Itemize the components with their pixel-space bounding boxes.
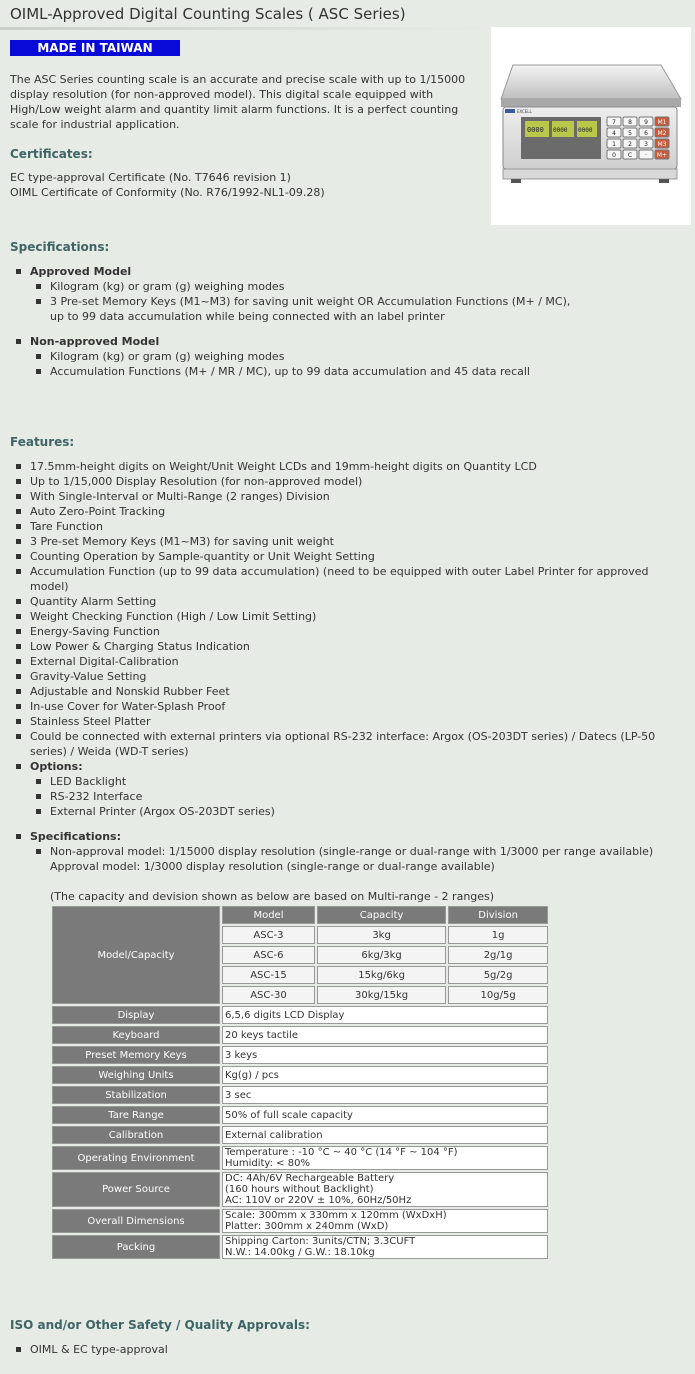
certificate-line: OIML Certificate of Conformity (No. R76/1992-NL1-09.28): [10, 186, 325, 199]
row-label: Weighing Units: [52, 1066, 220, 1084]
spec-model-list: [16, 264, 686, 379]
value-line: (160 hours without Backlight): [225, 1184, 374, 1195]
table-cell: 6kg/3kg: [317, 946, 446, 964]
feature-item: Weight Checking Function (High / Low Limit Setting): [16, 609, 690, 624]
table-cell: 30kg/15kg: [317, 986, 446, 1004]
list-item: 3 Pre-set Memory Keys (M1~M3) for saving unit weight OR Accumulation Functions (M+ / MC), up to 99 data accumulation while being connected with an label printer: [36, 294, 576, 324]
model-capacity-label: Model/Capacity: [52, 906, 220, 1004]
row-value: [222, 1046, 548, 1064]
features-list: [16, 459, 690, 874]
feature-item: With Single-Interval or Multi-Range (2 ranges) Division: [16, 489, 690, 504]
table-row: [52, 1126, 548, 1144]
scale-key-label: M3: [657, 141, 667, 148]
feature-item: Low Power & Charging Status Indication: [16, 639, 690, 654]
specifications-heading: Specifications:: [10, 240, 110, 254]
features-heading: Features:: [10, 435, 75, 449]
iso-list: [16, 1342, 616, 1357]
table-row: [52, 1046, 548, 1064]
value-line: 3 keys: [225, 1049, 258, 1061]
lcd-quantity-readout: 0000: [578, 127, 593, 134]
row-label: Keyboard: [52, 1026, 220, 1044]
page-title: OIML-Approved Digital Counting Scales ( ASC Series): [10, 5, 406, 23]
list-item: RS-232 Interface: [36, 789, 690, 804]
options-label: Options:: [30, 760, 83, 773]
row-label: Preset Memory Keys: [52, 1046, 220, 1064]
scale-key-label: 6: [644, 130, 648, 137]
row-value: [222, 1126, 548, 1144]
title-divider: [0, 27, 490, 30]
value-line: AC: 110V or 220V ± 10%, 60Hz/50Hz: [225, 1195, 412, 1206]
scale-key-label: 2: [628, 141, 632, 148]
value-line: Platter: 300mm x 240mm (WxD): [225, 1221, 389, 1232]
origin-badge: MADE IN TAIWAN: [10, 40, 180, 56]
row-value: [222, 1209, 548, 1233]
scale-logo-text: EXCELL: [517, 109, 532, 114]
iso-heading: ISO and/or Other Safety / Quality Approvals:: [10, 1318, 310, 1332]
column-header: Division: [448, 906, 548, 924]
value-line: 50% of full scale capacity: [225, 1109, 353, 1121]
row-label: Tare Range: [52, 1106, 220, 1124]
table-cell: ASC-30: [222, 986, 315, 1004]
feature-item: Up to 1/15,000 Display Resolution (for non-approved model): [16, 474, 690, 489]
table-row: [52, 1006, 548, 1024]
value-line: 20 keys tactile: [225, 1029, 298, 1041]
nonapproved-model-label: Non-approved Model: [30, 335, 160, 348]
row-label: Stabilization: [52, 1086, 220, 1104]
row-value: [222, 1006, 548, 1024]
scale-key-label: 8: [628, 119, 632, 126]
table-row: [52, 1172, 548, 1207]
scale-key-label: 3: [644, 141, 648, 148]
table-cell: 1g: [448, 926, 548, 944]
table-row: [52, 1235, 548, 1259]
feature-item: Stainless Steel Platter: [16, 714, 690, 729]
row-label: Packing: [52, 1235, 220, 1259]
table-row: [52, 1106, 548, 1124]
table-row: [52, 1066, 548, 1084]
intro-paragraph: The ASC Series counting scale is an accurate and precise scale with up to 1/15000 display resolution (for non-approved model). This digital scale equipped with High/Low weight alarm and quantity limit alarm functions. It is a perfect counting scale for industrial application.: [10, 73, 466, 131]
scale-key-label: 7: [612, 119, 616, 126]
list-item: External Printer (Argox OS-203DT series): [36, 804, 690, 819]
table-cell: ASC-15: [222, 966, 315, 984]
table-cell: 2g/1g: [448, 946, 548, 964]
table-cell: 5g/2g: [448, 966, 548, 984]
scale-key-label: 5: [628, 130, 632, 137]
spec-approved-model: [16, 264, 686, 324]
scale-key-label: 9: [644, 119, 648, 126]
table-cell: 15kg/6kg: [317, 966, 446, 984]
feature-item: 3 Pre-set Memory Keys (M1~M3) for saving unit weight: [16, 534, 690, 549]
feature-item: Tare Function: [16, 519, 690, 534]
feature-specs-item: [16, 829, 690, 874]
row-value: [222, 1172, 548, 1207]
table-cell: ASC-3: [222, 926, 315, 944]
approved-model-label: Approved Model: [30, 265, 132, 278]
table-cell: ASC-6: [222, 946, 315, 964]
feature-item: In-use Cover for Water-Splash Proof: [16, 699, 690, 714]
feature-item: Auto Zero-Point Tracking: [16, 504, 690, 519]
column-header: Model: [222, 906, 315, 924]
feature-item: Accumulation Function (up to 99 data accumulation) (need to be equipped with outer Label Printer for approved model): [16, 564, 690, 594]
value-line: N.W.: 14.00kg / G.W.: 18.10kg: [225, 1247, 375, 1258]
list-item: Kilogram (kg) or gram (g) weighing modes: [36, 279, 686, 294]
list-item: [36, 844, 690, 874]
spec-line: Approval model: 1/3000 display resolution (single-range or dual-range available): [50, 860, 495, 873]
feature-item: External Digital-Calibration: [16, 654, 690, 669]
list-item: Accumulation Functions (M+ / MR / MC), up to 99 data accumulation and 45 data recall: [36, 364, 686, 379]
product-image: [491, 27, 691, 225]
scale-key-label: M+: [656, 152, 668, 159]
scale-key-label: 4: [612, 130, 616, 137]
spec-nonapproved-model: [16, 334, 686, 379]
row-value: [222, 1106, 548, 1124]
lcd-weight-readout: 0000: [527, 126, 544, 134]
value-line: Temperature : -10 °C ~ 40 °C (14 °F ~ 104 °F): [225, 1147, 458, 1158]
row-label: Operating Environment: [52, 1146, 220, 1170]
value-line: DC: 4Ah/6V Rechargeable Battery: [225, 1173, 395, 1184]
value-line: Humidity: < 80%: [225, 1158, 310, 1169]
feature-item: Could be connected with external printers via optional RS-232 interface: Argox (OS-203DT series) / Datecs (LP-50 series) / Weida (WD-T series): [16, 729, 690, 759]
table-row: [52, 906, 548, 924]
table-cell: 10g/5g: [448, 986, 548, 1004]
feature-item: Quantity Alarm Setting: [16, 594, 690, 609]
row-value: [222, 1026, 548, 1044]
certificate-line: EC type-approval Certificate (No. T7646 revision 1): [10, 171, 291, 184]
counting-scale-illustration: [491, 27, 691, 225]
scale-key-label: M2: [657, 130, 667, 137]
feature-item: 17.5mm-height digits on Weight/Unit Weight LCDs and 19mm-height digits on Quantity LCD: [16, 459, 690, 474]
row-label: Calibration: [52, 1126, 220, 1144]
table-row: [52, 1209, 548, 1233]
feature-item: Counting Operation by Sample-quantity or Unit Weight Setting: [16, 549, 690, 564]
value-line: Shipping Carton: 3units/CTN; 3.3CUFT: [225, 1236, 416, 1247]
column-header: Capacity: [317, 906, 446, 924]
table-cell: 3kg: [317, 926, 446, 944]
scale-key-label: 0: [612, 152, 616, 159]
scale-key-label: 1: [612, 141, 616, 148]
spec-table: [50, 904, 550, 1261]
table-note: (The capacity and devision shown as below are based on Multi-range - 2 ranges): [50, 890, 495, 903]
row-label: Display: [52, 1006, 220, 1024]
row-label: Power Source: [52, 1172, 220, 1207]
row-value: [222, 1146, 548, 1170]
scale-key-label: M1: [657, 119, 667, 126]
row-value: [222, 1235, 548, 1259]
feature-item: Gravity-Value Setting: [16, 669, 690, 684]
feature-item: Energy-Saving Function: [16, 624, 690, 639]
scale-key-label: ·: [645, 152, 647, 159]
row-label: Overall Dimensions: [52, 1209, 220, 1233]
row-value: [222, 1066, 548, 1084]
list-item: LED Backlight: [36, 774, 690, 789]
options-item: [16, 759, 690, 819]
feature-specs-label: Specifications:: [30, 830, 122, 843]
table-row: [52, 1146, 548, 1170]
value-line: Scale: 300mm x 330mm x 120mm (WxDxH): [225, 1210, 447, 1221]
value-line: Kg(g) / pcs: [225, 1069, 279, 1081]
lcd-unit-readout: 0000: [553, 127, 568, 134]
value-line: 3 sec: [225, 1089, 252, 1101]
scale-key-label: C: [627, 152, 633, 159]
feature-item: Adjustable and Nonskid Rubber Feet: [16, 684, 690, 699]
row-value: [222, 1086, 548, 1104]
spec-line: Non-approval model: 1/15000 display resolution (single-range or dual-range with 1/3000 per range available): [50, 845, 654, 858]
certificates-heading: Certificates:: [10, 147, 93, 161]
value-line: External calibration: [225, 1129, 323, 1141]
table-row: [52, 1026, 548, 1044]
iso-item: OIML & EC type-approval: [16, 1342, 616, 1357]
table-row: [52, 1086, 548, 1104]
list-item: Kilogram (kg) or gram (g) weighing modes: [36, 349, 686, 364]
value-line: 6,5,6 digits LCD Display: [225, 1009, 345, 1021]
